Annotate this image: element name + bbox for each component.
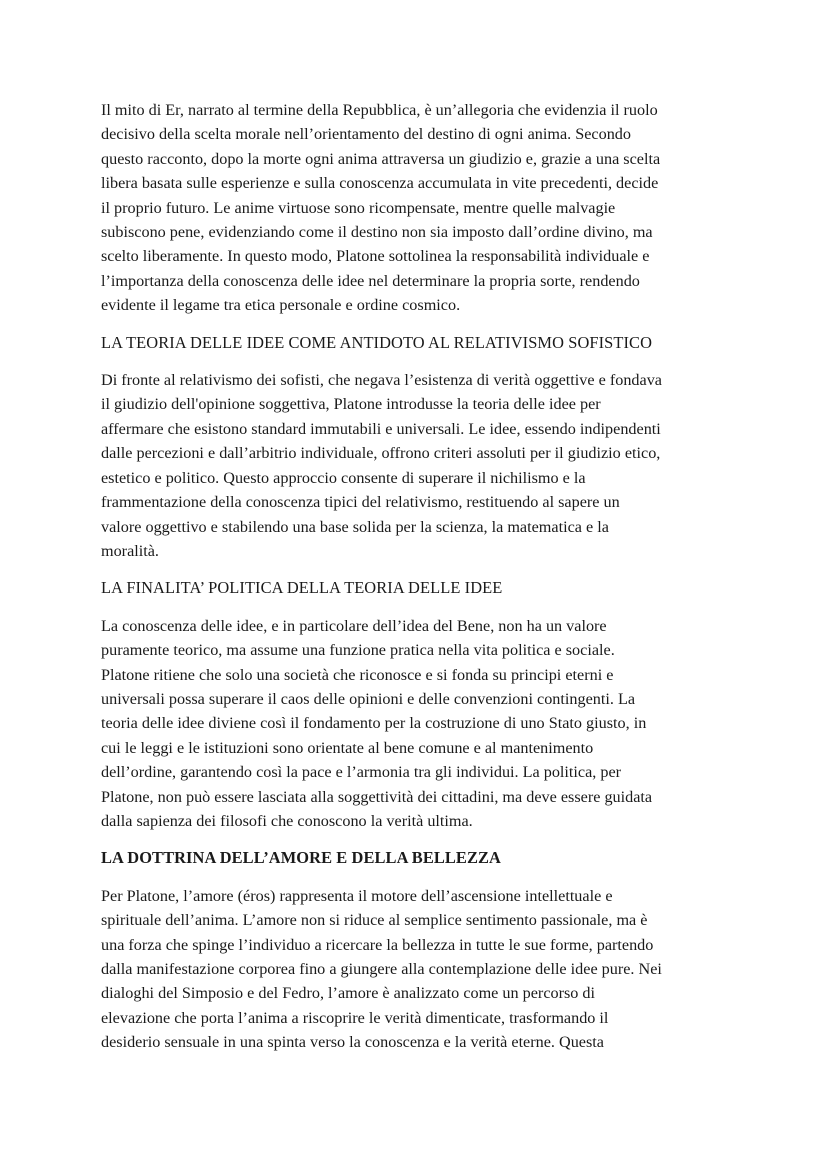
text-line: dalla sapienza dei filosofi che conoscono la verità ultima. — [101, 811, 473, 830]
section-heading-relativismo: LA TEORIA DELLE IDEE COME ANTIDOTO AL RELATIVISMO SOFISTICO — [101, 332, 653, 352]
text-line: La conoscenza delle idee, e in particolare dell’idea del Bene, non ha un valore — [101, 616, 607, 635]
text-line: scelto liberamente. In questo modo, Platone sottolinea la responsabilità individuale e — [101, 247, 650, 266]
text-line: il giudizio dell'opinione soggettiva, Platone introdusse la teoria delle idee per — [101, 395, 601, 414]
text-line: estetico e politico. Questo approccio consente di superare il nichilismo e la — [101, 468, 586, 487]
text-line: Per Platone, l’amore (éros) rappresenta il motore dell’ascensione intellettuale e — [101, 886, 613, 905]
section-heading-amore-bellezza: LA DOTTRINA DELL’AMORE E DELLA BELLEZZA — [101, 848, 501, 868]
text-line: spirituale dell’anima. L’amore non si riduce al semplice sentimento passionale, ma è — [101, 911, 648, 930]
text-line: decisivo della scelta morale nell’orientamento del destino di ogni anima. Secondo — [101, 125, 631, 144]
text-line: cui le leggi e le istituzioni sono orientate al bene comune e al mantenimento — [101, 738, 594, 757]
text-line: dalle percezioni e dall’arbitrio individuale, offrono criteri assoluti per il giudizio etico, — [101, 444, 661, 463]
paragraph-amore-bellezza — [101, 884, 741, 1055]
text-line: Platone, non può essere lasciata alla soggettività dei cittadini, ma deve essere guidata — [101, 787, 653, 806]
paragraph-relativismo — [101, 368, 741, 563]
text-line: Platone ritiene che solo una società che riconosce e si fonda su principi eterni e — [101, 665, 614, 684]
text-line: una forza che spinge l’individuo a ricercare la bellezza in tutte le sue forme, partendo — [101, 935, 654, 954]
section-heading-finalita-politica: LA FINALITA’ POLITICA DELLA TEORIA DELLE IDEE — [101, 578, 503, 598]
text-line: teoria delle idee diviene così il fondamento per la costruzione di uno Stato giusto, in — [101, 714, 647, 733]
text-line: questo racconto, dopo la morte ogni anima attraversa un giudizio e, grazie a una scelta — [101, 149, 661, 168]
text-line: dialoghi del Simposio e del Fedro, l’amore è analizzato come un percorso di — [101, 984, 596, 1003]
text-line: frammentazione della conoscenza tipici del relativismo, restituendo al sapere un — [101, 493, 620, 512]
text-line: universali possa superare il caos delle opinioni e delle convenzioni contingenti. La — [101, 689, 636, 708]
text-line: desiderio sensuale in una spinta verso la conoscenza e la verità eterne. Questa — [101, 1033, 604, 1052]
text-line: dell’ordine, garantendo così la pace e l’armonia tra gli individui. La politica, per — [101, 763, 622, 782]
text-line: il proprio futuro. Le anime virtuose sono ricompensate, mentre quelle malvagie — [101, 198, 616, 217]
text-line: evidente il legame tra etica personale e ordine cosmico. — [101, 296, 461, 315]
text-line: puramente teorico, ma assume una funzione pratica nella vita politica e sociale. — [101, 641, 615, 660]
text-line: l’importanza della conoscenza delle idee nel determinare la propria sorte, rendendo — [101, 271, 640, 290]
text-line: Il mito di Er, narrato al termine della Repubblica, è un’allegoria che evidenzia il ruolo — [101, 101, 658, 119]
text-line: elevazione che porta l’anima a riscoprire le verità dimenticate, trasformando il — [101, 1008, 609, 1027]
paragraph-finalita-politica — [101, 614, 741, 834]
text-line: moralità. — [101, 541, 159, 560]
text-line: Di fronte al relativismo dei sofisti, che negava l’esistenza di verità oggettive e fondava — [101, 371, 662, 390]
text-line: valore oggettivo e stabilendo una base solida per la scienza, la matematica e la — [101, 517, 609, 536]
text-line: subiscono pene, evidenziando come il destino non sia imposto dall’ordine divino, ma — [101, 223, 653, 242]
text-line: affermare che esistono standard immutabili e universali. Le idee, essendo indipendenti — [101, 419, 661, 438]
text-line: libera basata sulle esperienze e sulla conoscenza accumulata in vite precedenti, decide — [101, 174, 659, 193]
document-body — [101, 98, 741, 1055]
paragraph-mito-di-er — [101, 98, 741, 318]
text-line: dalla manifestazione corporea fino a giungere alla contemplazione delle idee pure. Nei — [101, 960, 662, 978]
